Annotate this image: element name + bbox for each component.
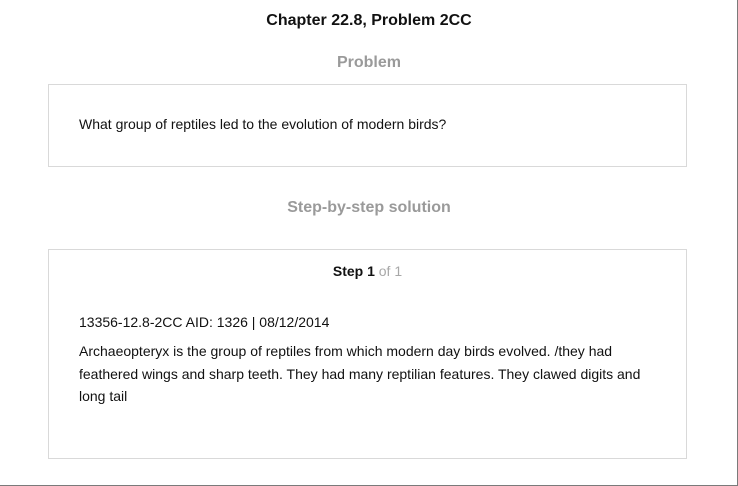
problem-card bbox=[48, 84, 687, 167]
problem-heading: Problem bbox=[336, 54, 401, 71]
step-body-text: Archaeopteryx is the group of reptiles from which modern day birds evolved. /they had feathered wings and sharp teeth. They had many reptilian features. They clawed digits and long tail bbox=[79, 343, 641, 404]
step-indicator bbox=[49, 263, 686, 279]
step-total: of 1 bbox=[378, 263, 403, 279]
step-meta: 13356-12.8-2CC AID: 1326 | 08/12/2014 bbox=[79, 314, 330, 330]
chapter-title: Chapter 22.8, Problem 2CC bbox=[266, 12, 472, 29]
solution-heading: Step-by-step solution bbox=[287, 199, 451, 216]
step-label: Step 1 bbox=[332, 263, 375, 279]
solution-card bbox=[48, 249, 687, 459]
problem-text: What group of reptiles led to the evolution of modern birds? bbox=[79, 116, 447, 132]
